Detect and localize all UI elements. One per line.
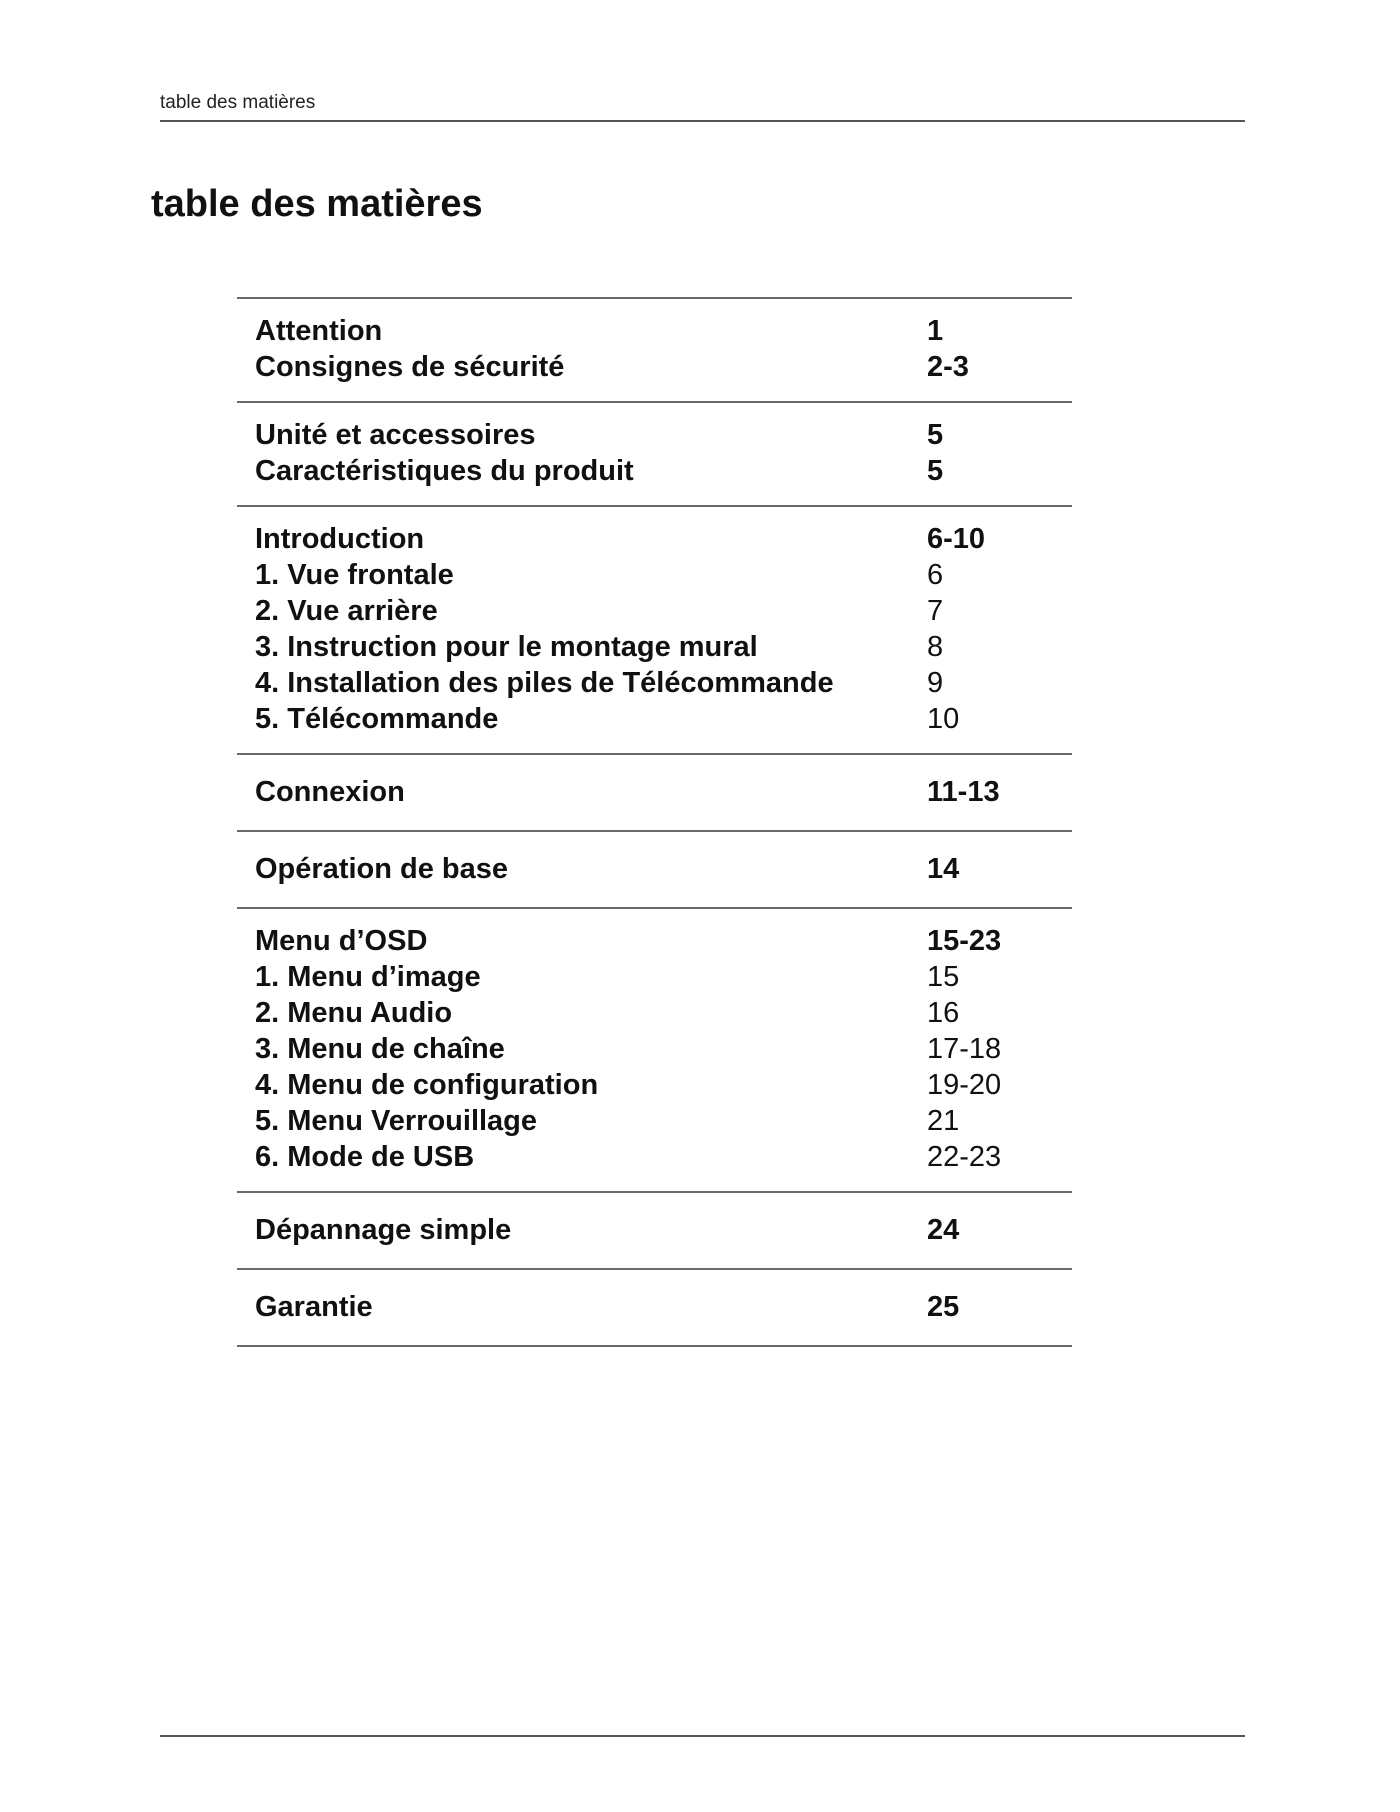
toc-entry-page-number: 5 <box>927 455 944 487</box>
header-rule <box>160 120 1245 122</box>
toc-entry-label: 6. Mode de USB <box>255 1141 475 1173</box>
toc-entry[interactable] <box>237 1103 1072 1139</box>
toc-entry-label: Caractéristiques du produit <box>255 455 634 487</box>
toc-entry[interactable] <box>237 521 1072 557</box>
toc-entry[interactable] <box>237 701 1072 737</box>
toc-entry-page-number: 8 <box>927 631 944 663</box>
toc-entry-label: 2. Menu Audio <box>255 997 453 1029</box>
toc-entry-label: 5. Menu Verrouillage <box>255 1105 538 1137</box>
toc-entry-page-number: 25 <box>927 1291 960 1323</box>
toc-section <box>237 755 1072 832</box>
toc-entry-label: 4. Menu de configuration <box>255 1069 599 1101</box>
toc-entry[interactable] <box>237 557 1072 593</box>
toc-entry-label: Attention <box>255 315 383 347</box>
toc-entry[interactable] <box>237 851 1072 887</box>
toc-section <box>237 403 1072 507</box>
toc-entry-label: 2. Vue arrière <box>255 595 438 627</box>
toc-entry[interactable] <box>237 417 1072 453</box>
toc-entry-label: 5. Télécommande <box>255 703 499 735</box>
toc-section <box>237 1193 1072 1270</box>
toc-entry-page-number: 9 <box>927 667 944 699</box>
toc-entry-page-number: 2-3 <box>927 351 969 383</box>
toc-entry[interactable] <box>237 349 1072 385</box>
toc-entry[interactable] <box>237 959 1072 995</box>
toc-entry-page-number: 16 <box>927 997 960 1029</box>
toc-section <box>237 909 1072 1193</box>
toc-entry[interactable] <box>237 1031 1072 1067</box>
running-header: table des matières <box>160 92 316 113</box>
toc-entry[interactable] <box>237 995 1072 1031</box>
toc-entry-page-number: 15 <box>927 961 960 993</box>
toc-entry[interactable] <box>237 593 1072 629</box>
toc-entry-page-number: 10 <box>927 703 960 735</box>
toc-entry-label: 1. Menu d’image <box>255 961 481 993</box>
toc-entry-page-number: 7 <box>927 595 944 627</box>
toc-entry-page-number: 6-10 <box>927 523 986 555</box>
toc-entry-label: Unité et accessoires <box>255 419 536 451</box>
toc-entry-page-number: 5 <box>927 419 944 451</box>
toc-entry-page-number: 15-23 <box>927 925 1002 957</box>
toc-entry-page-number: 11-13 <box>927 776 1000 808</box>
toc-entry-page-number: 14 <box>927 853 960 885</box>
toc-entry-page-number: 6 <box>927 559 944 591</box>
toc-entry-label: Garantie <box>255 1291 373 1323</box>
toc-section <box>237 1270 1072 1347</box>
footer-rule <box>160 1735 1245 1737</box>
toc-entry[interactable] <box>237 1067 1072 1103</box>
toc-section <box>237 299 1072 403</box>
toc-entry-page-number: 22-23 <box>927 1141 1002 1173</box>
toc-entry-label: 3. Menu de chaîne <box>255 1033 505 1065</box>
table-of-contents <box>237 297 1072 1347</box>
toc-entry[interactable] <box>237 774 1072 810</box>
toc-entry-label: 1. Vue frontale <box>255 559 454 591</box>
toc-entry[interactable] <box>237 923 1072 959</box>
toc-entry-label: Introduction <box>255 523 425 555</box>
toc-entry-page-number: 17-18 <box>927 1033 1002 1065</box>
toc-entry[interactable] <box>237 665 1072 701</box>
toc-entry[interactable] <box>237 629 1072 665</box>
toc-section <box>237 832 1072 909</box>
toc-section <box>237 507 1072 755</box>
toc-entry-label: 4. Installation des piles de Télécommande <box>255 667 834 699</box>
toc-entry[interactable] <box>237 453 1072 489</box>
toc-entry-label: Dépannage simple <box>255 1214 512 1246</box>
toc-entry[interactable] <box>237 1289 1072 1325</box>
toc-entry-page-number: 1 <box>927 315 944 347</box>
toc-entry-label: Menu d’OSD <box>255 925 428 957</box>
toc-entry-label: Opération de base <box>255 853 509 885</box>
toc-entry-page-number: 19-20 <box>927 1069 1002 1101</box>
toc-entry-label: Consignes de sécurité <box>255 351 565 383</box>
page-title: table des matières <box>151 183 483 225</box>
toc-entry-label: Connexion <box>255 776 405 808</box>
toc-entry[interactable] <box>237 1212 1072 1248</box>
toc-entry-page-number: 21 <box>927 1105 960 1137</box>
toc-entry[interactable] <box>237 313 1072 349</box>
toc-entry-label: 3. Instruction pour le montage mural <box>255 631 758 663</box>
toc-entry-page-number: 24 <box>927 1214 960 1246</box>
toc-entry[interactable] <box>237 1139 1072 1175</box>
